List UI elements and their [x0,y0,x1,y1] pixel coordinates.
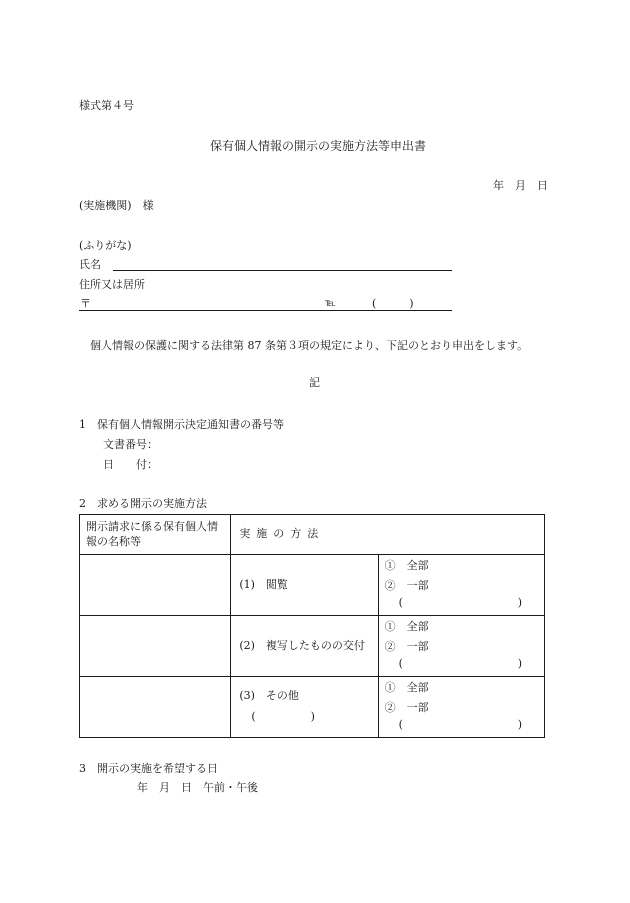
ki-label: 記 [309,376,320,389]
form-number: 様式第４号 [79,99,134,112]
part-detail-field[interactable]: ( ) [398,657,522,670]
furigana-label: (ふりがな) [79,239,132,252]
doc-number-label: 文書番号： [103,438,158,451]
tel-parens: ( ) [372,297,414,310]
method-table [79,514,545,738]
method-cell [231,555,378,616]
name-underline [113,270,452,271]
scope-cell [378,677,544,738]
statement: 個人情報の保護に関する法律第 87 条第３項の規定により、下記のとおり申出をします。 [90,339,529,352]
option-part[interactable]: ② 一部 [384,701,429,714]
postal-mark: 〒 [80,297,91,310]
method-label: (3) その他 [239,689,299,703]
name-label: 氏名 [79,258,101,271]
option-all[interactable]: ① 全部 [384,620,429,633]
header-method: 実施の方法 [231,515,545,555]
other-method-field[interactable]: ( ) [251,710,315,723]
date-line: 年 月 日 [493,179,548,192]
option-all[interactable]: ① 全部 [384,559,429,572]
address-label: 住所又は居所 [79,278,145,291]
part-detail-field[interactable]: ( ) [398,596,522,609]
method-cell [231,677,378,738]
preferred-date-line[interactable]: 年 月 日 午前・午後 [137,781,258,794]
option-part[interactable]: ② 一部 [384,640,429,653]
info-name-cell[interactable] [80,677,231,738]
method-label: (2) 複写したものの交付 [239,638,365,652]
option-part[interactable]: ② 一部 [384,579,429,592]
table-row [80,677,545,738]
section2-heading: 2 求める開示の実施方法 [79,497,207,510]
tel-mark: ℡ [325,298,336,309]
method-label: (1) 閲覧 [239,577,288,591]
header-info-name: 開示請求に係る保有個人情報の名称等 [80,515,231,555]
section3-heading: 3 開示の実施を希望する日 [79,762,218,775]
table-row [80,616,545,677]
info-name-cell[interactable] [80,555,231,616]
option-all[interactable]: ① 全部 [384,681,429,694]
scope-cell [378,616,544,677]
method-cell [231,616,378,677]
document-title: 保有個人情報の開示の実施方法等申出書 [210,139,427,153]
part-detail-field[interactable]: ( ) [398,718,522,731]
address-underline [79,310,452,311]
scope-cell [378,555,544,616]
info-name-cell[interactable] [80,616,231,677]
notice-date-label: 日 付： [103,458,158,471]
section1-heading: 1 保有個人情報開示決定通知書の番号等 [79,418,284,431]
table-row [80,555,545,616]
addressee: (実施機関) 様 [79,199,154,212]
